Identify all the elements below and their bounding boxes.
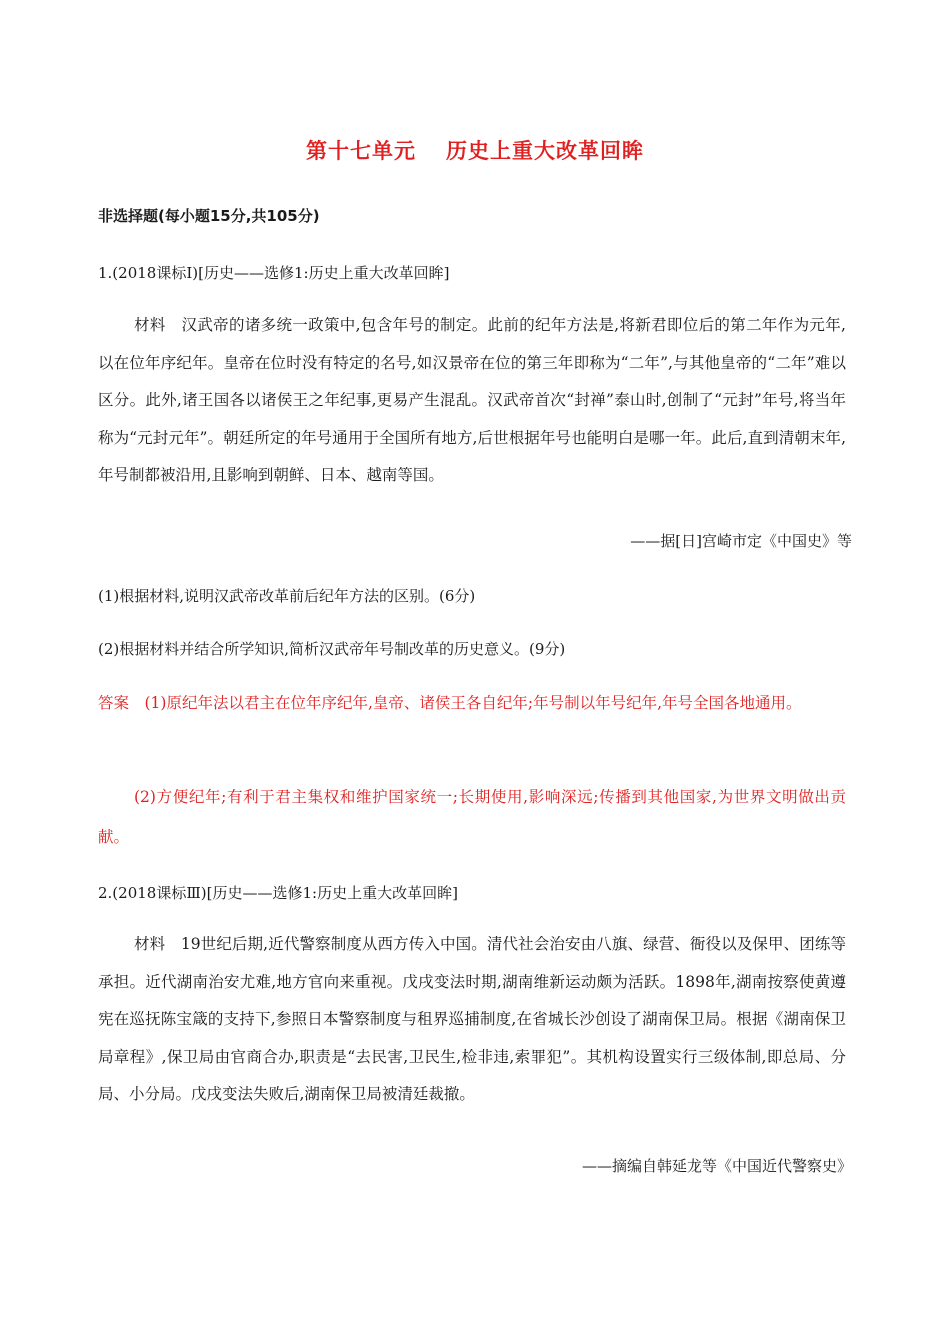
- question-1-answer-1: 答案 (1)原纪年法以君主在位年序纪年,皇帝、诸侯王各自纪年;年号制以年号纪年,年号全国各地通用。: [98, 694, 802, 712]
- question-1-answer-2: (2)方便纪年;有利于君主集权和维护国家统一;长期使用,影响深远;传播到其他国家,为世界文明做出贡献。: [98, 788, 846, 846]
- question-1-source: ——据[日]宫崎市定《中国史》等: [630, 532, 852, 550]
- unit-topic: 历史上重大改革回眸: [446, 139, 644, 163]
- question-1-subquestion-2: (2)根据材料并结合所学知识,简析汉武帝年号制改革的历史意义。(9分): [98, 640, 566, 658]
- question-1-subquestion-1: (1)根据材料,说明汉武帝改革前后纪年方法的区别。(6分): [98, 587, 476, 605]
- section-heading: 非选择题(每小题15分,共105分): [98, 207, 320, 225]
- question-2-heading: 2.(2018课标Ⅲ)[历史——选修1:历史上重大改革回眸]: [98, 884, 458, 902]
- unit-label: 第十七单元: [306, 139, 416, 163]
- question-2-material: 材料 19世纪后期,近代警察制度从西方传入中国。清代社会治安由八旗、绿营、衙役以及保甲、团练等承担。近代湖南治安尤难,地方官向来重视。戊戌变法时期,湖南维新运动颇为活跃。1898年,湖南按察使黄遵宪在巡抚陈宝箴的支持下,参照日本警察制度与租界巡捕制度,在省城长沙创设了湖南保卫局。根据《湖南保卫局章程》,保卫局由官商合办,职责是“去民害,卫民生,检非违,索罪犯”。其机构设置实行三级体制,即总局、分局、小分局。戊戌变法失败后,湖南保卫局被清廷裁撤。: [98, 935, 846, 1103]
- page-title: [0, 135, 950, 165]
- question-2-source: ——摘编自韩延龙等《中国近代警察史》: [581, 1157, 852, 1175]
- question-1-heading: 1.(2018课标Ⅰ)[历史——选修1:历史上重大改革回眸]: [98, 264, 450, 282]
- question-1-material: 材料 汉武帝的诸多统一政策中,包含年号的制定。此前的纪年方法是,将新君即位后的第二年作为元年,以在位年序纪年。皇帝在位时没有特定的名号,如汉景帝在位的第三年即称为“二年”,与其他皇帝的“二年”难以区分。此外,诸王国各以诸侯王之年纪事,更易产生混乱。汉武帝首次“封禅”泰山时,创制了“元封”年号,将当年称为“元封元年”。朝廷所定的年号通用于全国所有地方,后世根据年号也能明白是哪一年。此后,直到清朝末年,年号制都被沿用,且影响到朝鲜、日本、越南等国。: [98, 316, 846, 484]
